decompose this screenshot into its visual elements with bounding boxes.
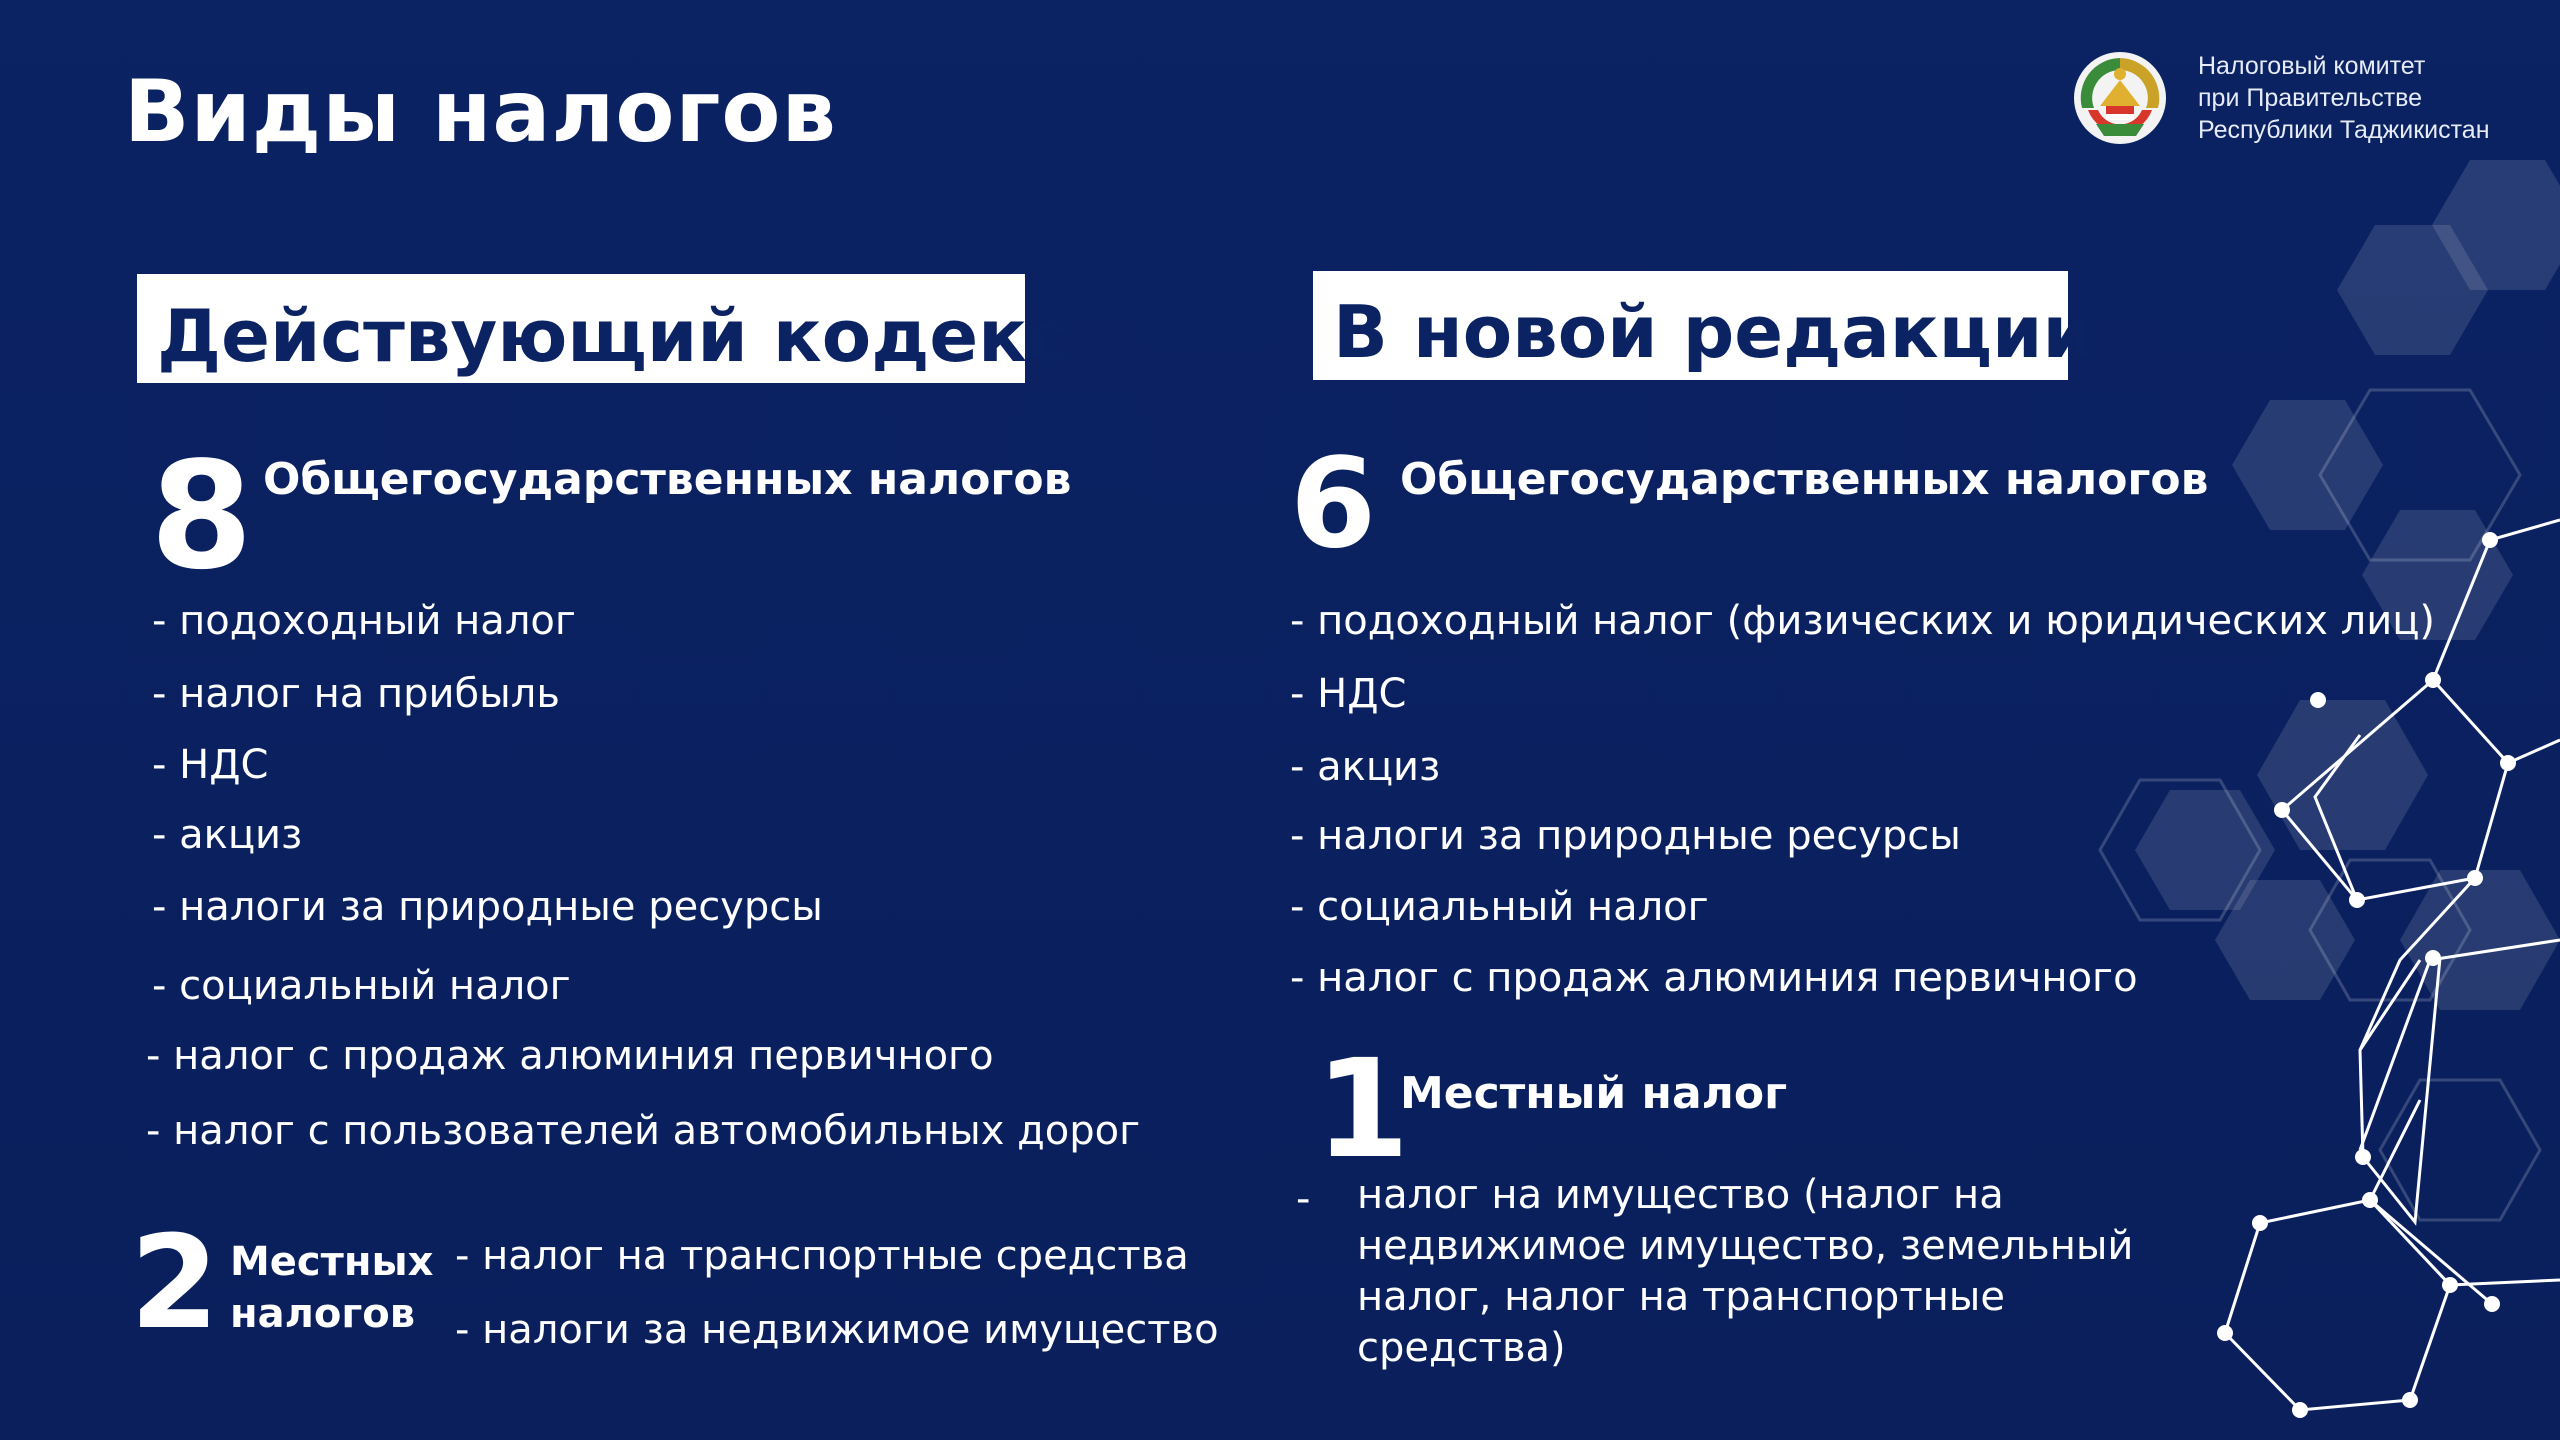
organization-line: Налоговый комитет — [2198, 52, 2426, 80]
list-item: - налог с пользователей автомобильных дорог — [146, 1108, 1141, 1154]
organization-line: Республики Таджикистан — [2198, 116, 2490, 144]
new-edition-label: В новой редакции — [1313, 271, 2068, 380]
current-national-heading: Общегосударственных налогов — [263, 454, 1072, 505]
list-item: - акциз — [152, 812, 303, 858]
property-tax-dash: - — [1296, 1176, 1311, 1222]
slide-title: Виды налогов — [124, 62, 837, 162]
current-code-label: Действующий кодекс — [137, 274, 1025, 383]
list-item: - НДС — [152, 742, 269, 788]
list-item: - социальный налог — [1290, 884, 1709, 930]
organization-block — [2070, 48, 2490, 148]
list-item: - налоги за недвижимое имущество — [455, 1307, 1219, 1353]
list-item: - налог с продаж алюминия первичного — [1290, 955, 2138, 1001]
current-local-heading — [230, 1236, 433, 1340]
current-local-heading-line: налогов — [230, 1291, 416, 1337]
property-tax-line: средства) — [1357, 1325, 1566, 1371]
new-national-heading: Общегосударственных налогов — [1400, 454, 2209, 505]
list-item: - акциз — [1290, 744, 1441, 790]
new-local-count: 1 — [1315, 1031, 1410, 1189]
list-item: - подоходный налог — [152, 598, 576, 644]
list-item: - налоги за природные ресурсы — [1290, 813, 1961, 859]
list-item: - подоходный налог (физических и юридических лиц) — [1290, 598, 2436, 644]
organization-name — [2198, 50, 2490, 146]
property-tax-line: налог, налог на транспортные — [1357, 1274, 2005, 1320]
list-item: - налог на транспортные средства — [455, 1233, 1189, 1279]
organization-line: при Правительстве — [2198, 84, 2423, 112]
list-item: - НДС — [1290, 671, 1407, 717]
list-item: - социальный налог — [152, 963, 571, 1009]
current-local-heading-line: Местных — [230, 1239, 434, 1285]
property-tax-description — [1357, 1170, 2227, 1374]
property-tax-line: недвижимое имущество, земельный — [1357, 1223, 2134, 1269]
property-tax-line: налог на имущество (налог на — [1357, 1172, 2004, 1218]
list-item: - налог на прибыль — [152, 671, 560, 717]
list-item: - налоги за природные ресурсы — [152, 884, 823, 930]
new-national-count: 6 — [1290, 432, 1377, 576]
current-national-count: 8 — [150, 430, 253, 602]
list-item: - налог с продаж алюминия первичного — [146, 1033, 994, 1079]
current-local-count: 2 — [130, 1209, 220, 1358]
tajikistan-emblem-icon — [2070, 48, 2170, 148]
new-local-heading: Местный налог — [1400, 1068, 1788, 1119]
